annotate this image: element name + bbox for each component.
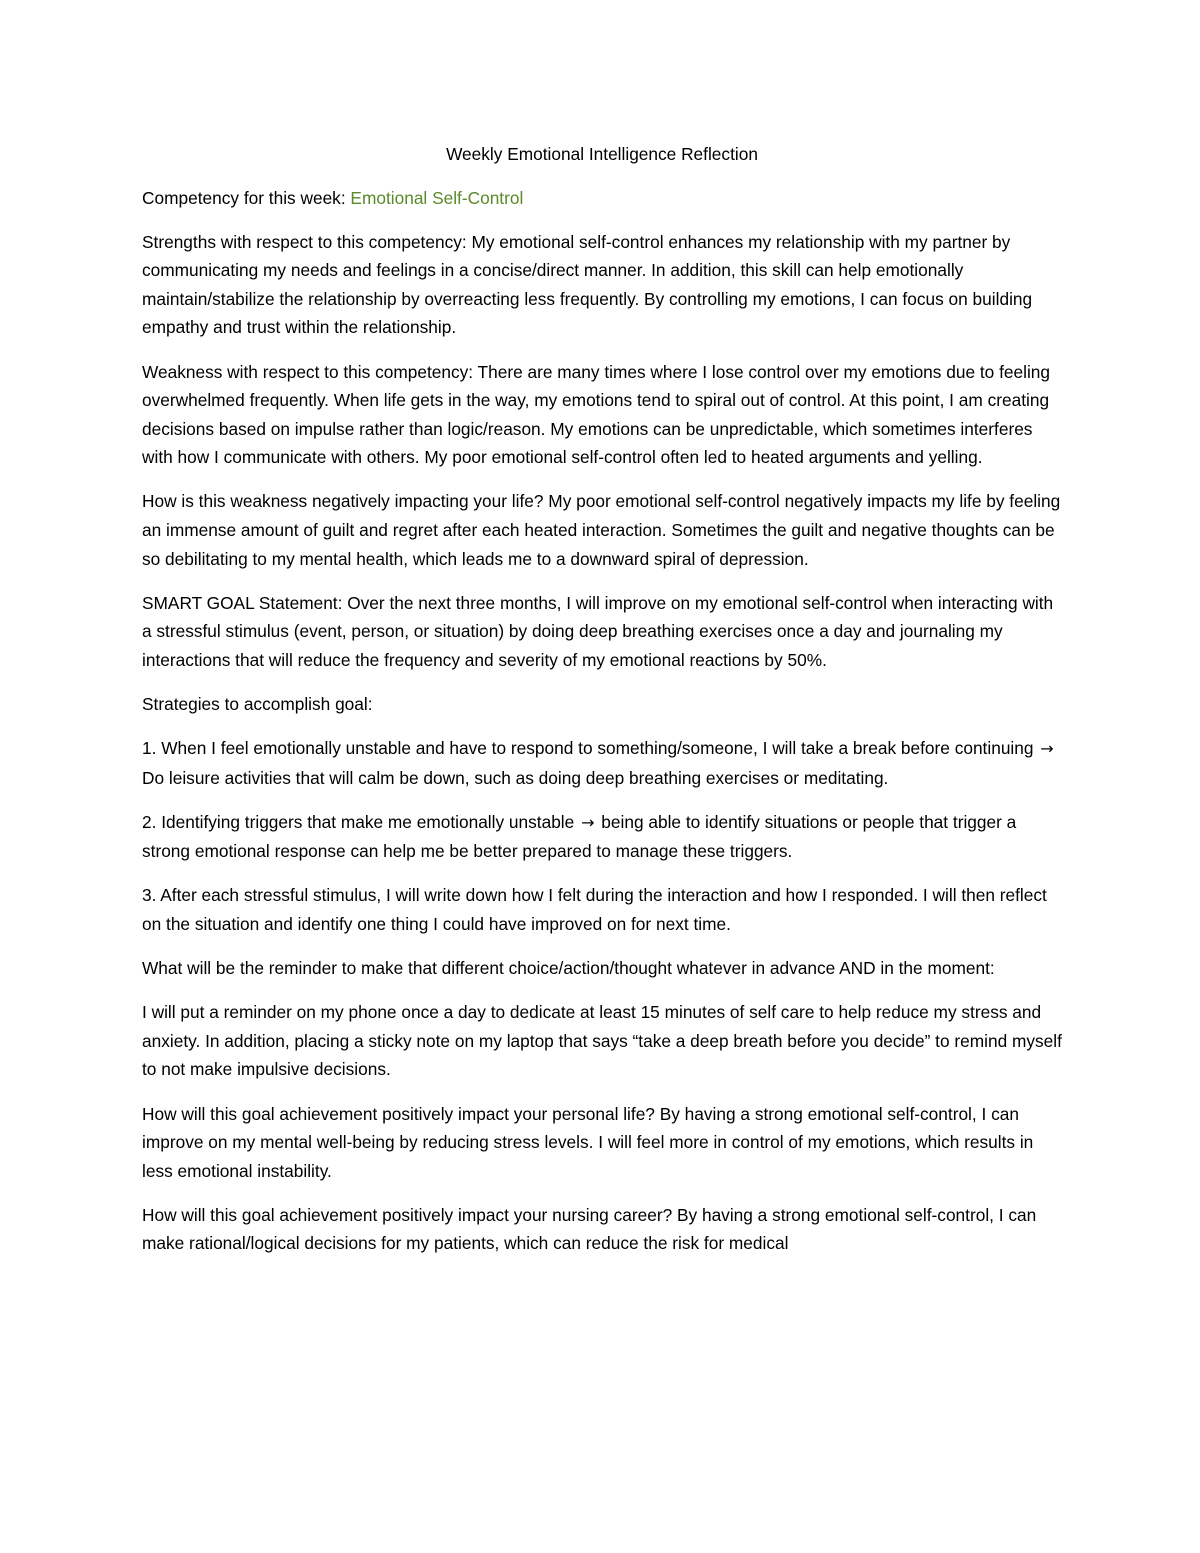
strengths-paragraph: Strengths with respect to this competency: My emotional self-control enhances my relationship with my partner by communicating my needs and feelings in a concise/direct manner. In addition, this skill can help emotionally maintain/stabilize the relationship by overreacting less frequently. By controlling my emotions, I can focus on building empathy and trust within the relationship. (142, 231, 1033, 338)
weakness-paragraph: Weakness with respect to this competency: There are many times where I lose control over my emotions due to feeling overwhelmed frequently. When life gets in the way, my emotions tend to spiral out of control. At this point, I am creating decisions based on impulse rather than logic/reason. My emotions can be unpredictable, which sometimes interferes with how I communicate with others. My poor emotional self-control often led to heated arguments and yelling. (142, 361, 1051, 468)
reminder-question: What will be the reminder to make that different choice/action/thought whatever in advance AND in the moment: (142, 958, 995, 979)
strategy-1 (142, 734, 1062, 792)
arrow-right-icon: → (581, 812, 595, 832)
arrow-right-icon: → (1040, 739, 1054, 759)
competency-value: Emotional Self-Control (350, 187, 524, 208)
strategy-2 (142, 808, 1062, 866)
nursing-impact-paragraph: How will this goal achievement positively impact your nursing career? By having a strong emotional self-control, I can make rational/logical decisions for my patients, which can reduce the risk for medical (142, 1204, 1037, 1254)
document-title: Weekly Emotional Intelligence Reflection (446, 144, 758, 164)
document-page (142, 140, 1062, 1274)
competency-line (142, 184, 1062, 213)
strategy-2-before: 2. Identifying triggers that make me emotionally unstable (142, 811, 580, 832)
strategy-1-after: Do leisure activities that will calm be down, such as doing deep breathing exercises or meditating. (142, 767, 889, 788)
strategy-1-before: 1. When I feel emotionally unstable and have to respond to something/someone, I will take a break before continuing (142, 738, 1039, 759)
competency-label: Competency for this week: (142, 187, 351, 208)
smart-goal-paragraph: SMART GOAL Statement: Over the next three months, I will improve on my emotional self-control when interacting with a stressful stimulus (event, person, or situation) by doing deep breathing exercises once a day and journaling my interactions that will reduce the frequency and severity of my emotional reactions by 50%. (142, 592, 1054, 670)
strategy-2-after: being able to identify situations or people that trigger a strong emotional response can help me be better prepared to manage these triggers. (142, 811, 1017, 862)
reminder-answer: I will put a reminder on my phone once a day to dedicate at least 15 minutes of self care to help reduce my stress and anxiety. In addition, placing a sticky note on my laptop that says “take a deep breath before you decide” to remind myself to not make impulsive decisions. (142, 1002, 1062, 1080)
personal-impact-paragraph: How will this goal achievement positively impact your personal life? By having a strong emotional self-control, I can improve on my mental well-being by reducing stress levels. I will feel more in control of my emotions, which results in less emotional instability. (142, 1103, 1034, 1181)
impact-paragraph: How is this weakness negatively impacting your life? My poor emotional self-control negatively impacts my life by feeling an immense amount of guilt and regret after each heated interaction. Sometimes the guilt and negative thoughts can be so debilitating to my mental health, which leads me to a downward spiral of depression. (142, 491, 1061, 569)
strategies-heading: Strategies to accomplish goal: (142, 694, 373, 714)
strategy-3: 3. After each stressful stimulus, I will write down how I felt during the interaction and how I responded. I will then reflect on the situation and identify one thing I could have improved on for next time. (142, 885, 1047, 935)
